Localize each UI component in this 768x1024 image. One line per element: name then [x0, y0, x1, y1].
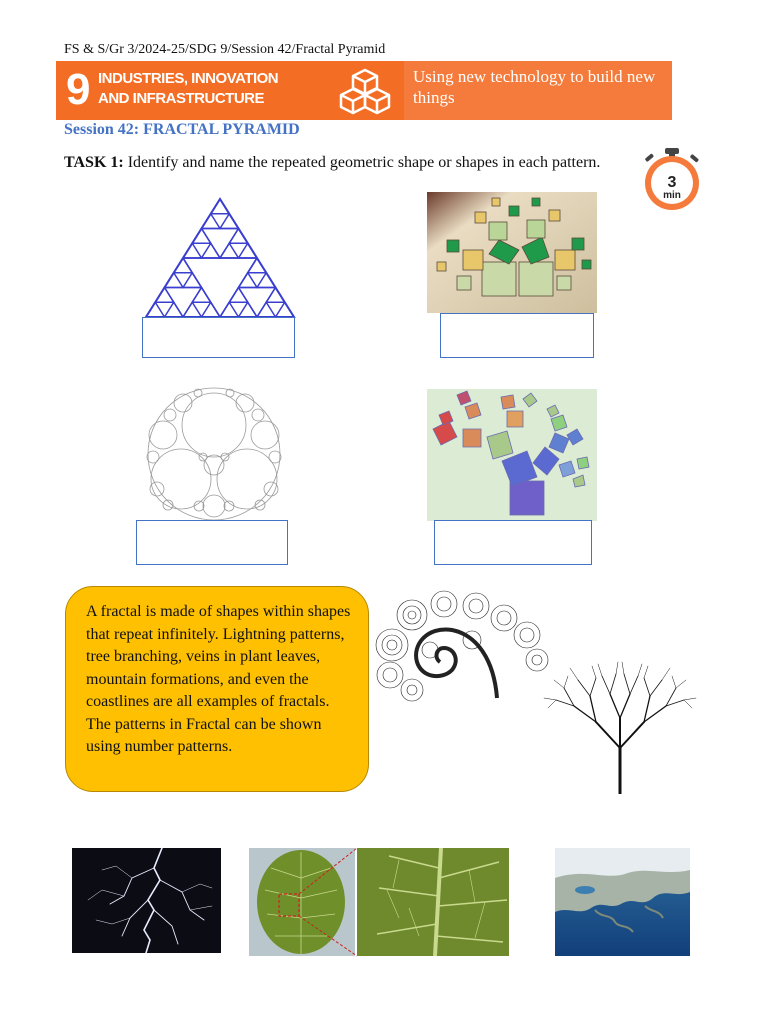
- course-header-line: FS & S/Gr 3/2024-25/SDG 9/Session 42/Fractal Pyramid: [64, 42, 386, 57]
- pythagoras-tree-colored-image: [427, 389, 597, 521]
- answer-box-4[interactable]: [434, 520, 592, 565]
- leaf-veins-photo-image: [249, 848, 509, 958]
- fractal-tree-image: [538, 660, 702, 794]
- answer-box-1[interactable]: [142, 317, 295, 358]
- answer-box-2[interactable]: [440, 313, 594, 358]
- sdg-banner: [56, 61, 404, 120]
- sdg-tagline-panel: [404, 61, 672, 120]
- stopwatch-icon: [640, 146, 704, 212]
- lightning-photo-image: [72, 848, 221, 953]
- fractal-definition: A fractal is made of shapes within shapes that repeat infinitely. Lightning patterns, tree branching, veins in plant leaves, mountain formations, and even the coastlines are all examples of fractals.: [86, 603, 351, 710]
- task-instruction: [64, 152, 624, 174]
- answer-box-3[interactable]: [136, 520, 288, 565]
- session-title: Session 42: FRACTAL PYRAMID: [64, 121, 300, 138]
- task-text: Identify and name the repeated geometric shape or shapes in each pattern.: [123, 154, 601, 171]
- fractal-info-box: [65, 586, 369, 792]
- sierpinski-triangle-image: [144, 197, 296, 319]
- cubes-icon: [338, 67, 392, 117]
- timer-value: 3: [667, 174, 677, 191]
- sdg-number: 9: [66, 65, 91, 114]
- apollonian-circles-image: [143, 387, 285, 521]
- timer-unit: min: [663, 190, 681, 201]
- sdg-title-line-1: INDUSTRIES, INNOVATION: [98, 70, 279, 87]
- coastline-satellite-image: [555, 848, 690, 956]
- fractal-spiral-fern-image: [372, 590, 550, 710]
- fractal-number-patterns: The patterns in Fractal can be shown using number patterns.: [86, 715, 322, 755]
- task-label: TASK 1:: [64, 154, 124, 171]
- sdg-tagline: Using new technology to build new things: [413, 67, 656, 107]
- sdg-title-line-2: AND INFRASTRUCTURE: [98, 90, 264, 107]
- sdg-title: [98, 69, 278, 109]
- pythagoras-tree-drawing-image: [427, 192, 597, 313]
